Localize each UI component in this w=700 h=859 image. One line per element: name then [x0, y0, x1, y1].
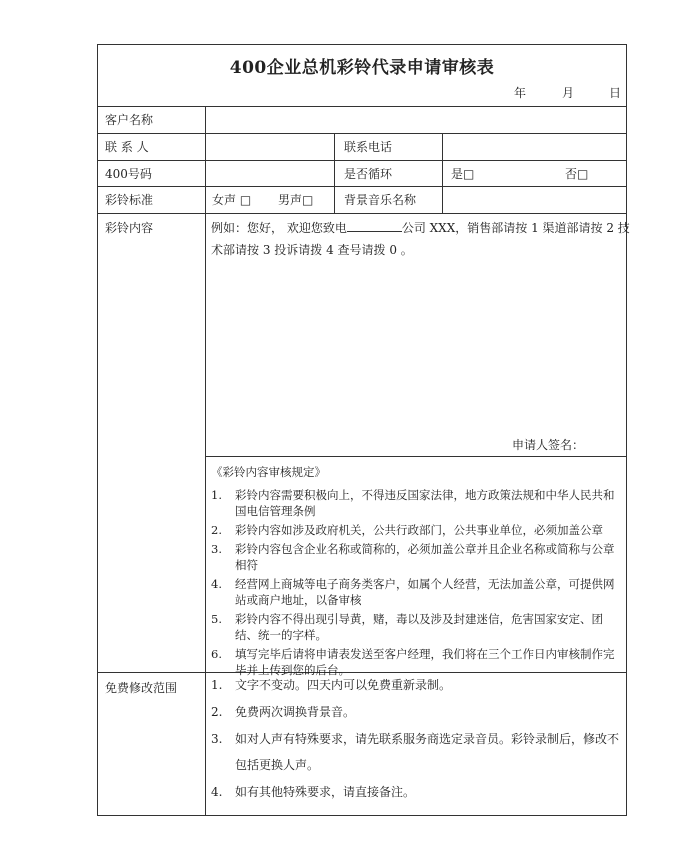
loop-no-checkbox[interactable]: 否□ [565, 167, 589, 181]
rule-text: 填写完毕后请将申请表发送至客户经理，我们将在三个工作日内审核制作完毕并上传到您的后台。 [235, 647, 615, 677]
date-year-label: 年 [514, 86, 527, 100]
application-form [97, 44, 630, 816]
loop-yes-checkbox[interactable]: 是□ [451, 167, 475, 181]
free-item [211, 784, 623, 800]
rule-item [211, 522, 621, 538]
customer-name-field[interactable] [206, 107, 626, 133]
bg-music-field[interactable] [443, 187, 626, 213]
free-modification-label: 免费修改范围 [105, 681, 178, 695]
customer-name-label: 客户名称 [105, 113, 154, 127]
rule-number: 3. [211, 542, 222, 556]
rule-item [211, 576, 621, 608]
company-blank[interactable] [347, 219, 402, 232]
standard-label: 彩铃标准 [105, 193, 154, 207]
number-400-label: 400号码 [105, 167, 152, 181]
rule-item [211, 611, 621, 643]
contact-person-label: 联 系 人 [105, 140, 149, 154]
contact-phone-field[interactable] [443, 134, 626, 160]
rule-number: 6. [211, 647, 222, 661]
contact-phone-label: 联系电话 [344, 140, 393, 154]
label-column-divider [205, 106, 206, 815]
rule-item [211, 646, 621, 678]
rule-text: 彩铃内容不得出现引导黄，赌，毒以及涉及封建迷信，危害国家安定、团结、统一的字样。 [235, 612, 603, 642]
form-title: 400企业总机彩铃代录申请审核表 [229, 58, 495, 78]
free-item-number: 3. [211, 732, 223, 746]
loop-label: 是否循环 [344, 167, 393, 181]
rule-number: 5. [211, 612, 222, 626]
content-example[interactable] [211, 217, 630, 261]
example-text-start: 例如：您好， 欢迎您致电 [211, 221, 347, 235]
free-item [211, 726, 623, 778]
free-item-number: 1. [211, 678, 223, 692]
rule-text: 彩铃内容如涉及政府机关，公共行政部门，公共事业单位，必须加盖公章 [235, 523, 603, 537]
free-item-number: 2. [211, 705, 223, 719]
content-label: 彩铃内容 [105, 221, 154, 235]
free-item [211, 704, 623, 720]
rule-number: 2. [211, 523, 222, 537]
rules-title: 《彩铃内容审核规定》 [211, 465, 326, 479]
rule-number: 1. [211, 488, 222, 502]
rule-item [211, 487, 621, 519]
row-divider [98, 160, 626, 161]
column-divider [334, 133, 335, 213]
rule-number: 4. [211, 577, 222, 591]
rules-divider [205, 456, 626, 457]
female-voice-checkbox[interactable]: 女声 □ [212, 193, 252, 207]
contact-person-field[interactable] [206, 134, 334, 160]
bg-music-label: 背景音乐名称 [344, 193, 417, 207]
free-modification-list [211, 677, 623, 811]
free-item-text: 如有其他特殊要求，请直接备注。 [235, 785, 416, 799]
number-400-field[interactable] [206, 161, 334, 186]
rule-item [211, 541, 621, 573]
date-day-label: 日 [609, 86, 622, 100]
free-item-text: 免费两次调换背景音。 [235, 705, 356, 719]
row-divider [98, 213, 626, 214]
rule-text: 经营网上商城等电子商务类客户，如属个人经营，无法加盖公章，可提供网站或商户地址，以备审核 [235, 577, 615, 607]
rule-text: 彩铃内容包含企业名称或简称的，必须加盖公章并且企业名称或简称与公章相符 [235, 542, 615, 572]
review-rules [211, 464, 621, 681]
date-month-label: 月 [562, 86, 575, 100]
applicant-signature-label: 申请人签名： [512, 438, 585, 452]
free-item-text: 如对人声有特殊要求，请先联系服务商选定录音员。彩铃录制后，修改不包括更换人声。 [235, 732, 620, 772]
rule-text: 彩铃内容需要积极向上，不得违反国家法律，地方政策法规和中华人民共和国电信管理条例 [235, 488, 615, 518]
example-text-end: 公司 XXX，销售部请按 1 渠道部请按 2 技 [401, 221, 630, 235]
free-item [211, 677, 623, 693]
free-item-text: 文字不变动。四天内可以免费重新录制。 [235, 678, 452, 692]
male-voice-checkbox[interactable]: 男声□ [278, 193, 314, 207]
example-text-line2: 术部请按 3 投诉请拨 4 查号请拨 0 。 [211, 243, 413, 257]
free-item-number: 4. [211, 785, 223, 799]
